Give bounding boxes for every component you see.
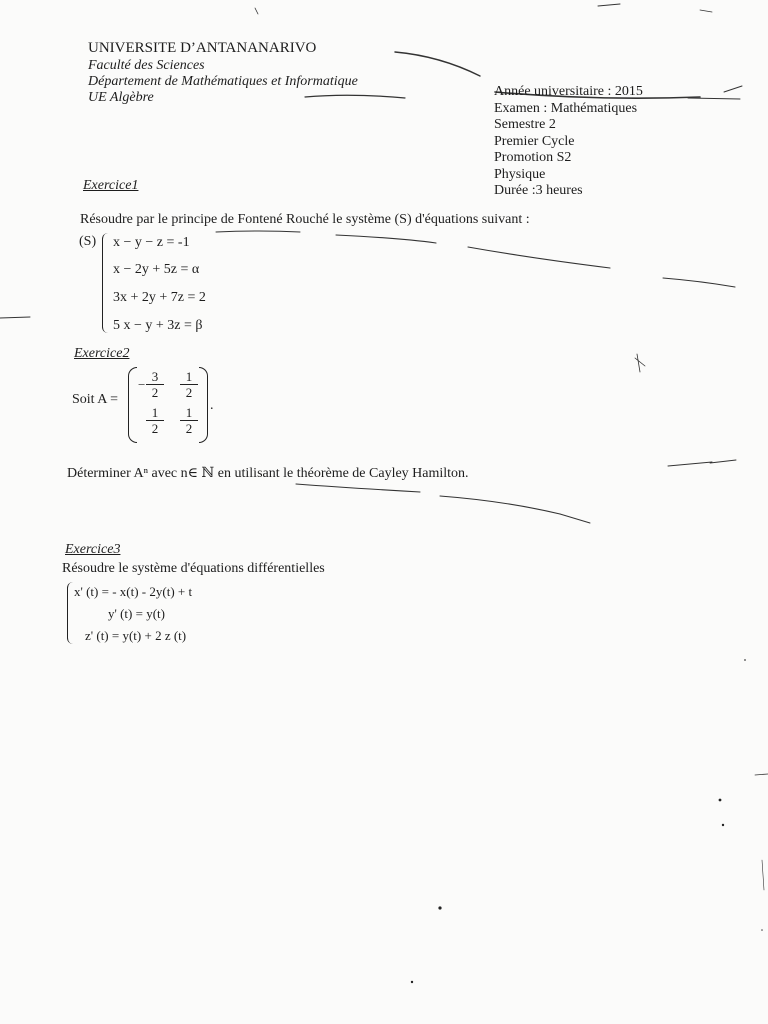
matrix-entry-21: $\frac{1}{2}$ (146, 405, 164, 436)
exercise3-title: Exercice3 (65, 542, 121, 557)
ode-brace (67, 582, 74, 644)
ode-1: x' (t) = - x(t) - 2y(t) + t (74, 584, 193, 599)
academic-year: Année universitaire : 2015 (494, 84, 643, 99)
exercise2-statement: Déterminer Aⁿ avec n∈ ℕ en utilisant le théorème de Cayley Hamilton. (67, 466, 469, 481)
matrix-entry-22: $\frac{1}{2}$ (180, 405, 198, 436)
ode-2: y' (t) = y(t) (108, 606, 165, 621)
university-name: UNIVERSITE D’ANTANANARIVO (88, 40, 317, 56)
matrix-sign-11: − (138, 377, 146, 392)
department-name: Département de Mathématiques et Informatique (88, 74, 358, 89)
course-unit: UE Algèbre (88, 90, 154, 105)
matrix-right-paren (199, 367, 208, 443)
system-brace (102, 233, 110, 333)
equation-4: 5 x − y + 3z = β (113, 318, 203, 333)
promotion: Promotion S2 (494, 150, 572, 165)
exercise1-title: Exercice1 (83, 178, 139, 193)
equation-1: x − y − z = -1 (113, 235, 190, 250)
equation-2: x − 2y + 5z = α (113, 262, 200, 277)
matrix-left-paren (128, 367, 137, 443)
matrix-entry-12: $\frac{1}{2}$ (180, 369, 198, 400)
system-label: (S) (79, 234, 97, 249)
matrix-intro: Soit A = (72, 392, 119, 407)
semester: Semestre 2 (494, 117, 556, 132)
cycle: Premier Cycle (494, 133, 575, 149)
exercise1-statement: Résoudre par le principe de Fontené Rouché le système (S) d'équations suivant : (80, 212, 530, 227)
faculty-name: Faculté des Sciences (88, 58, 205, 73)
equation-3: 3x + 2y + 7z = 2 (113, 290, 206, 305)
field: Physique (494, 166, 546, 182)
duration: Durée :3 heures (494, 183, 583, 198)
exercise2-title: Exercice2 (74, 346, 130, 361)
exercise3-statement: Résoudre le système d'équations différentielles (62, 561, 325, 576)
ode-3: z' (t) = y(t) + 2 z (t) (85, 628, 187, 643)
exam-subject: Examen : Mathématiques (494, 100, 638, 116)
matrix-entry-11: $\frac{3}{2}$ (146, 369, 164, 400)
exam-info-block (494, 84, 643, 200)
matrix-a (128, 367, 208, 441)
matrix-period: . (210, 398, 214, 413)
